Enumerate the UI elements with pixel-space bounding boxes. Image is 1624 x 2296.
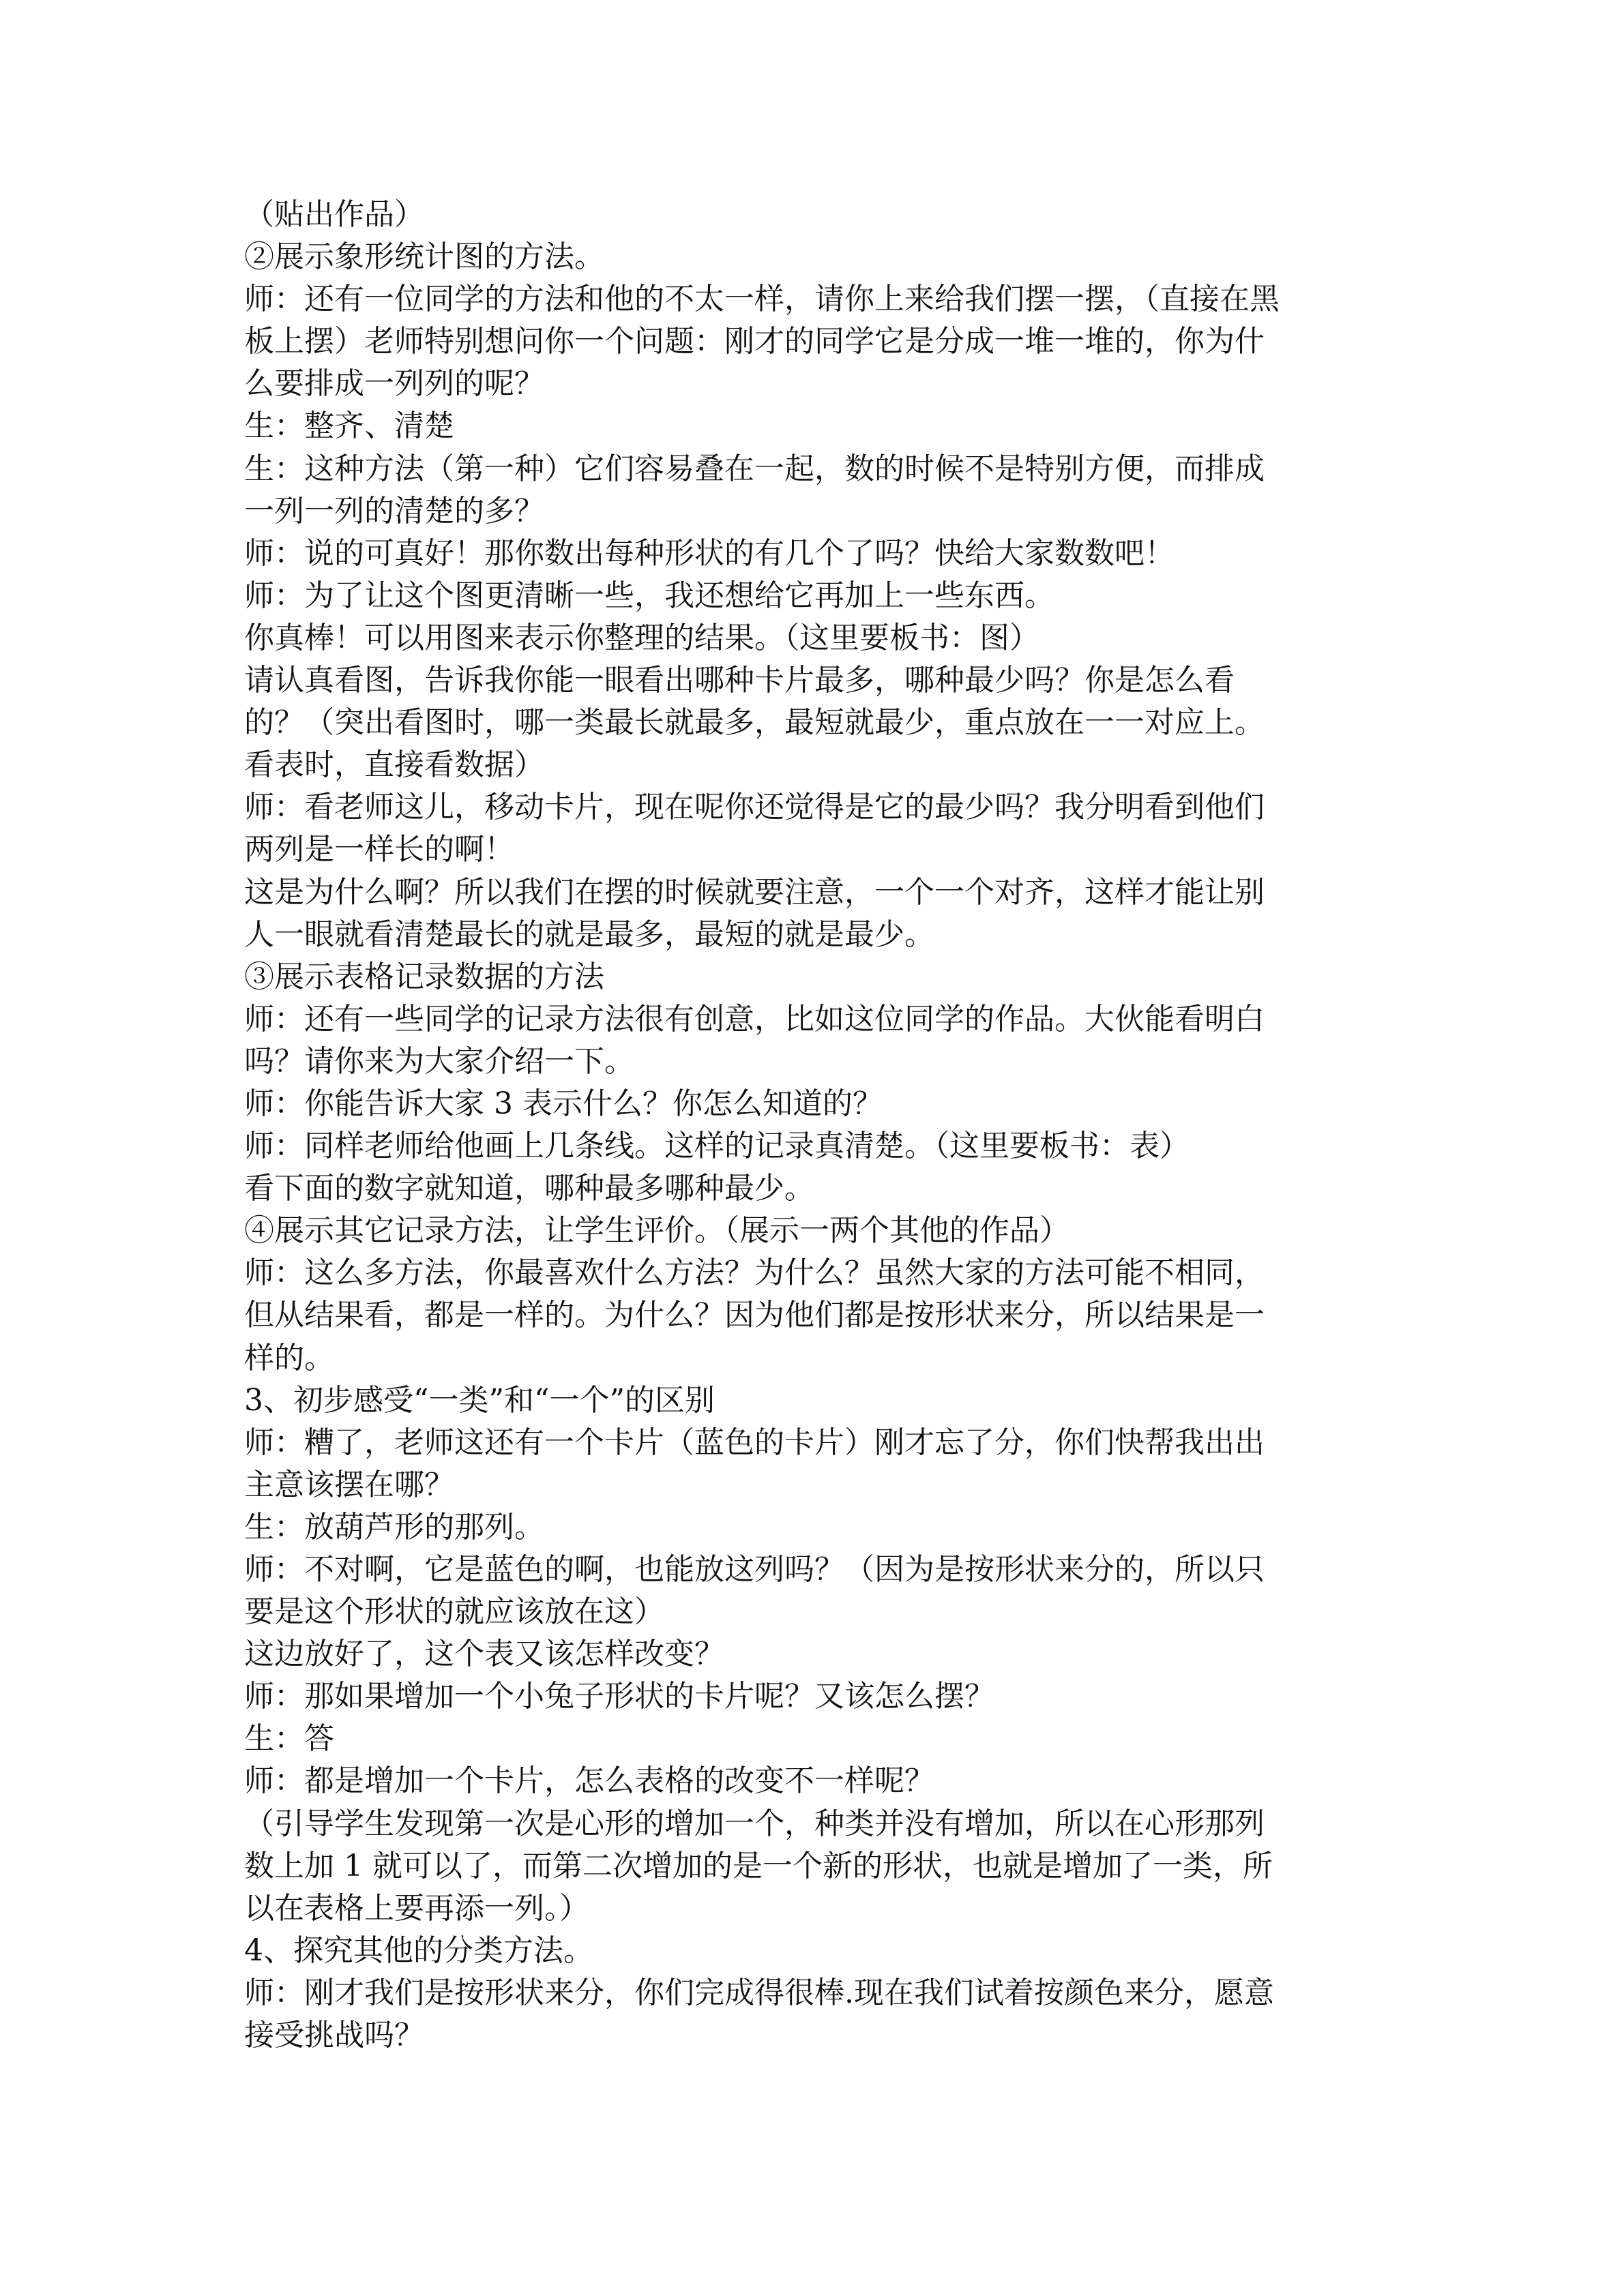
text-line: 这边放好了，这个表又该怎样改变？ — [244, 1637, 724, 1672]
text-line: （贴出作品） — [244, 197, 424, 232]
text-line: 请认真看图，告诉我你能一眼看出哪种卡片最多，哪种最少吗？你是怎么看 — [244, 663, 1235, 698]
text-line: 师：不对啊，它是蓝色的啊，也能放这列吗？（因为是按形状来分的，所以只 — [244, 1552, 1265, 1587]
text-line: 一列一列的清楚的多？ — [244, 493, 544, 528]
text-line: ③展示表格记录数据的方法 — [244, 959, 604, 994]
text-line: 师：同样老师给他画上几条线。这样的记录真清楚。（这里要板书：表） — [244, 1129, 1190, 1164]
text-line: 吗？请你来为大家介绍一下。 — [244, 1043, 634, 1079]
text-line: 师：糟了，老师这还有一个卡片（蓝色的卡片）刚才忘了分，你们快帮我出出 — [244, 1425, 1265, 1460]
text-line: 板上摆）老师特别想问你一个问题：刚才的同学它是分成一堆一堆的，你为什 — [244, 324, 1265, 359]
text-line: ④展示其它记录方法，让学生评价。（展示一两个其他的作品） — [244, 1213, 1069, 1249]
text-line: ②展示象形统计图的方法。 — [244, 239, 604, 275]
text-line: 的？（突出看图时，哪一类最长就最多，最短就最少，重点放在一一对应上。 — [244, 705, 1265, 741]
text-line: 数上加 1 就可以了，而第二次增加的是一个新的形状，也就是增加了一类，所 — [244, 1848, 1273, 1883]
text-line: 生：整齐、清楚 — [244, 408, 454, 444]
document-body — [244, 194, 1376, 2057]
text-line: 师：还有一位同学的方法和他的不太一样，请你上来给我们摆一摆，（直接在黑 — [244, 282, 1280, 317]
text-line: 师：为了让这个图更清晰一些，我还想给它再加上一些东西。 — [244, 578, 1054, 613]
text-line: 两列是一样长的啊！ — [244, 832, 514, 867]
text-line: 师：这么多方法，你最喜欢什么方法？为什么？虽然大家的方法可能不相同， — [244, 1255, 1265, 1291]
text-line: 接受挑战吗？ — [244, 2018, 424, 2053]
text-line: 师：那如果增加一个小兔子形状的卡片呢？又该怎么摆？ — [244, 1679, 994, 1714]
text-line: 生：答 — [244, 1721, 334, 1757]
text-line: 生：放葫芦形的那列。 — [244, 1509, 544, 1545]
text-line: 以在表格上要再添一列。） — [244, 1890, 589, 1926]
text-line: 样的。 — [244, 1340, 334, 1375]
text-line: 师：刚才我们是按形状来分，你们完成得很棒.现在我们试着按颜色来分，愿意 — [244, 1975, 1274, 2010]
text-line: 看表时，直接看数据） — [244, 747, 544, 783]
text-line: 但从结果看，都是一样的。为什么？因为他们都是按形状来分，所以结果是一 — [244, 1298, 1265, 1333]
text-line: 要是这个形状的就应该放在这） — [244, 1594, 664, 1630]
text-line: 师：看老师这儿，移动卡片，现在呢你还觉得是它的最少吗？我分明看到他们 — [244, 790, 1265, 825]
text-line: 你真棒！可以用图来表示你整理的结果。（这里要板书：图） — [244, 620, 1039, 655]
text-line: 生：这种方法（第一种）它们容易叠在一起，数的时候不是特别方便，而排成 — [244, 451, 1265, 486]
text-line: 人一眼就看清楚最长的就是最多，最短的就是最少。 — [244, 916, 934, 952]
text-line: 师：还有一些同学的记录方法很有创意，比如这位同学的作品。大伙能看明白 — [244, 1001, 1265, 1037]
text-line: 4、探究其他的分类方法。 — [244, 1933, 593, 1968]
text-line: 看下面的数字就知道，哪种最多哪种最少。 — [244, 1171, 814, 1206]
text-line: 师：说的可真好！那你数出每种形状的有几个了吗？快给大家数数吧！ — [244, 535, 1175, 571]
text-line: 师：都是增加一个卡片，怎么表格的改变不一样呢？ — [244, 1763, 934, 1799]
text-line: 3、初步感受“一类”和“一个”的区别 — [244, 1382, 715, 1418]
text-line: 么要排成一列列的呢？ — [244, 366, 544, 402]
text-line: 师：你能告诉大家 3 表示什么？你怎么知道的？ — [244, 1086, 883, 1121]
text-line: 主意该摆在哪？ — [244, 1467, 454, 1502]
text-line: （引导学生发现第一次是心形的增加一个，种类并没有增加，所以在心形那列 — [244, 1806, 1265, 1841]
text-line: 这是为什么啊？所以我们在摆的时候就要注意，一个一个对齐，这样才能让别 — [244, 874, 1265, 910]
